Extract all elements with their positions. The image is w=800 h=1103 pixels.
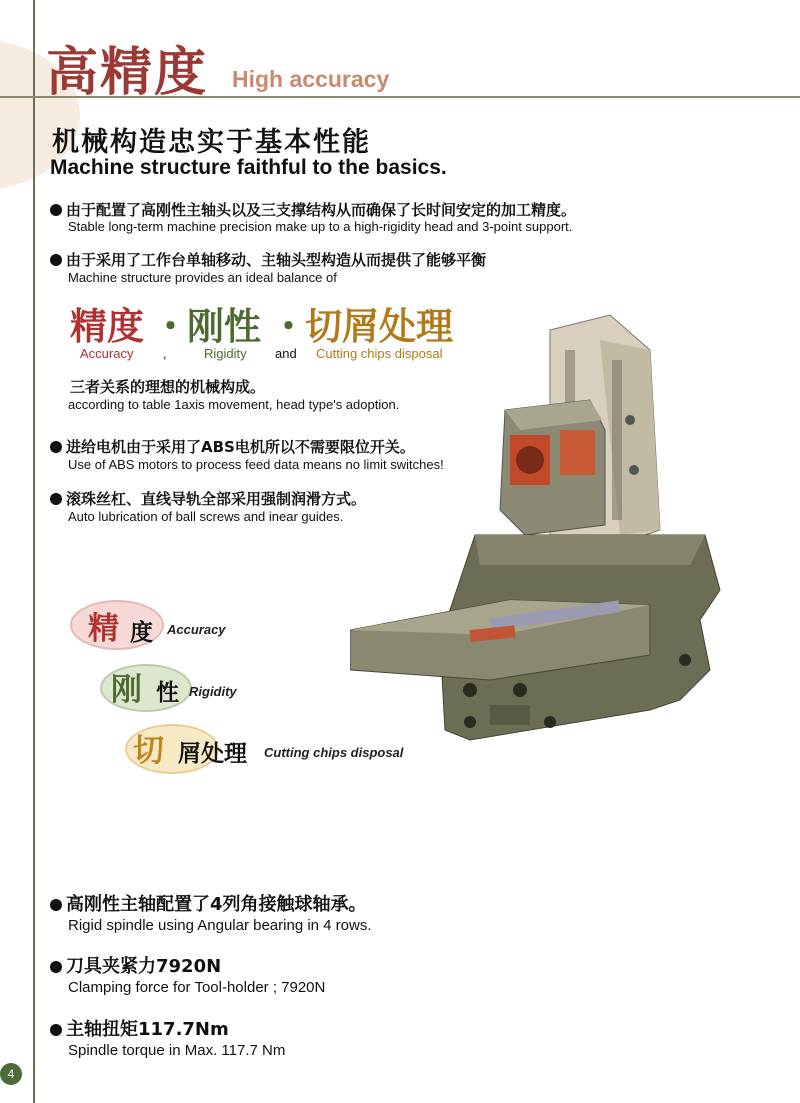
bullet-dot [50,1024,62,1036]
bullet-dot [50,493,62,505]
circle-accuracy-zh2: 度 [130,619,153,646]
bullet-3-zh: 进给电机由于采用了ABS电机所以不需要限位开关。 [50,436,415,457]
balance-tail-en: according to table 1axis movement, head type's adoption. [68,397,400,412]
page-title-en: High accuracy [232,66,390,92]
circle-rigidity-en: Rigidity [189,684,237,699]
section-title-en: Machine structure faithful to the basics. [50,156,447,179]
balance-tail-zh: 三者关系的理想的机械构成。 [70,378,266,396]
machining-center-illustration [350,310,730,760]
bullet-4-zh: 滚珠丝杠、直线导轨全部采用强制润滑方式。 [50,488,366,509]
balance-comma: , [163,346,167,361]
balance-rigidity-zh: 刚性 [187,304,261,348]
balance-separator-1: ・ [152,304,189,348]
section-title-zh: 机械构造忠实于基本性能 [52,127,371,158]
lower-bullet-2-zh: 刀具夹紧力7920N [50,952,221,978]
left-rule [33,0,35,1103]
bullet-dot [50,961,62,973]
bullet-2-zh: 由于采用了工作台单轴移动、主轴头型构造从而提供了能够平衡 [50,249,486,270]
circle-rigidity-zh1: 刚 [111,672,142,708]
bullet-4-en: Auto lubrication of ball screws and inear guides. [68,509,344,524]
bullet-3-en: Use of ABS motors to process feed data means no limit switches! [68,457,444,472]
balance-and: and [275,346,297,361]
circle-chips-zh2: 屑处理 [178,740,247,767]
bullet-dot [50,899,62,911]
circle-chips-zh1: 切 [133,733,164,769]
page-title-zh: 高精度 [46,42,209,103]
page-number-badge: 4 [0,1063,22,1085]
lower-bullet-1-zh: 高刚性主轴配置了4列角接触球轴承。 [50,890,367,916]
lower-bullet-3-en: Spindle torque in Max. 117.7 Nm [68,1042,286,1059]
balance-chips-en: Cutting chips disposal [316,346,443,361]
lower-bullet-2-en: Clamping force for Tool-holder ; 7920N [68,979,326,996]
circle-accuracy-zh1: 精 [88,611,119,647]
bullet-dot [50,204,62,216]
circle-chips-en: Cutting chips disposal [264,745,404,760]
bullet-1-en: Stable long-term machine precision make up to a high-rigidity head and 3-point support. [68,219,573,234]
lower-bullet-1-en: Rigid spindle using Angular bearing in 4 rows. [68,917,372,934]
balance-separator-2: ・ [270,304,307,348]
balance-chips-zh: 切屑处理 [305,304,453,348]
bullet-dot [50,441,62,453]
balance-rigidity-en: Rigidity [204,346,247,361]
circle-accuracy-en: Accuracy [167,622,226,637]
bullet-1-zh: 由于配置了高刚性主轴头以及三支撑结构从而确保了长时间安定的加工精度。 [50,199,576,220]
lower-bullet-3-zh: 主轴扭矩117.7Nm [50,1015,229,1041]
bullet-2-en: Machine structure provides an ideal balance of [68,270,337,285]
circle-rigidity-zh2: 性 [156,679,179,706]
balance-accuracy-zh: 精度 [70,304,144,348]
bullet-dot [50,254,62,266]
balance-accuracy-en: Accuracy [80,346,134,361]
